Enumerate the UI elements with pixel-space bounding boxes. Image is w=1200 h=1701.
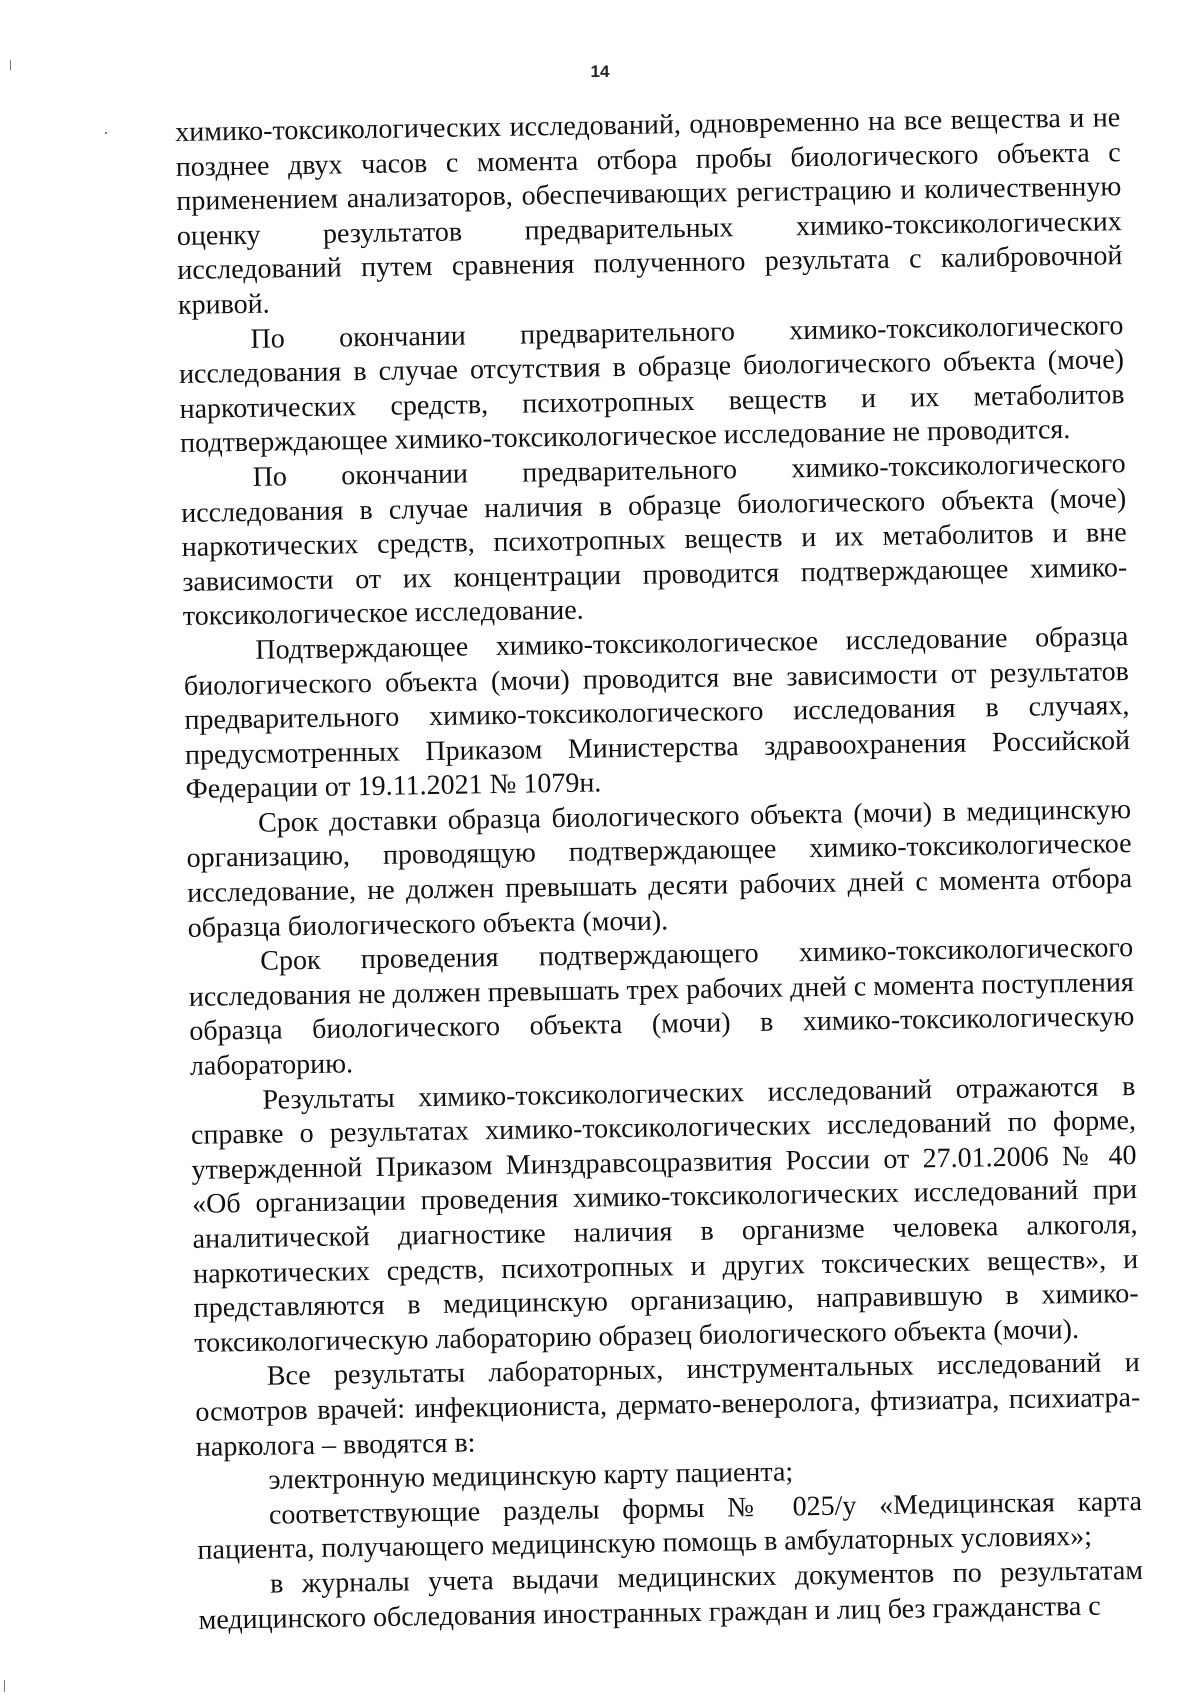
paragraph-confirmatory-cases: Подтверждающее химико-токсикологическое исследование образца биологического объекта (мочи) проводится вне зависимости от результатов предварительного химико-токсикологического исследования в случаях, предусмотренных Приказом Министерства здравоохранения Российской Федерации от 19.11.2021 № 1079н. [183,620,1131,806]
list-item-form-025: соответствующие разделы формы № 025/у «Медицинская карта пациента, получающего медицинскую помощь в амбулаторных условиях»; [197,1485,1143,1567]
document-body [175,101,1144,1638]
paragraph-negative-result: По окончании предварительного химико-токсикологического исследования в случае отсутствия в образце биологического объекта (моче) наркотических средств, психотропных веществ и их метаболитов подтверждающее химико-токсикологическое исследование не проводится. [178,309,1125,460]
paragraph-results-entry: Все результаты лабораторных, инструментальных исследований и осмотров врачей: инфекциониста, дермато-венеролога, фтизиатра, психиатра-нарколога – вводятся в: [195,1347,1141,1463]
paragraph-testing-term: Срок проведения подтверждающего химико-токсикологического исследования не должен превышать трех рабочих дней с момента поступления образца биологического объекта (мочи) в химико-токсикологическую лабораторию. [188,932,1135,1082]
paragraph-delivery-term: Срок доставки образца биологического объекта (мочи) в медицинскую организацию, проводящую подтверждающее химико-токсикологическое исследование, не должен превышать десяти рабочих дней с момента отбора образца биологического объекта (мочи). [186,793,1133,944]
list-item-journals: в журналы учета выдачи медицинских документов по результатам медицинского обследования иностранных граждан и лиц без гражданства с [198,1554,1144,1636]
paragraph-continuation: химико-токсикологических исследований, одновременно на все вещества и не позднее двух часов с момента отбора пробы биологического объекта с применением анализаторов, обеспечивающих регистрацию и количественную оценку результатов предварительных химико-токсикологических исследований путем сравнения полученного результата с калибровочной кривой. [175,102,1123,321]
page-number: 14 [590,62,610,81]
paragraph-positive-result: По окончании предварительного химико-токсикологического исследования в случае наличия в образце биологического объекта (моче) наркотических средств, психотропных веществ и их метаболитов и вне зависимости от их концентрации проводится подтверждающее химико-токсикологическое исследование. [180,448,1128,633]
paragraph-results-certificate: Результаты химико-токсикологических исследований отражаются в справке о результатах химико-токсикологических исследований по форме, утвержденной Приказом Минздравсоцразвития России от 27.01.2006 № 40 «Об организации проведения химико-токсикологических исследований при аналитической диагностике наличия в организме человека алкоголя, наркотических средств, психотропных и других токсических веществ», и представляются в медицинскую организацию, направившую в химико-токсикологическую лабораторию образец биологического объекта (мочи). [190,1070,1139,1359]
scan-mark-bottom-left [4,1680,5,1692]
list-item-electronic-card: электронную медицинскую карту пациента; [268,1456,794,1496]
scan-mark-dot [105,132,107,134]
